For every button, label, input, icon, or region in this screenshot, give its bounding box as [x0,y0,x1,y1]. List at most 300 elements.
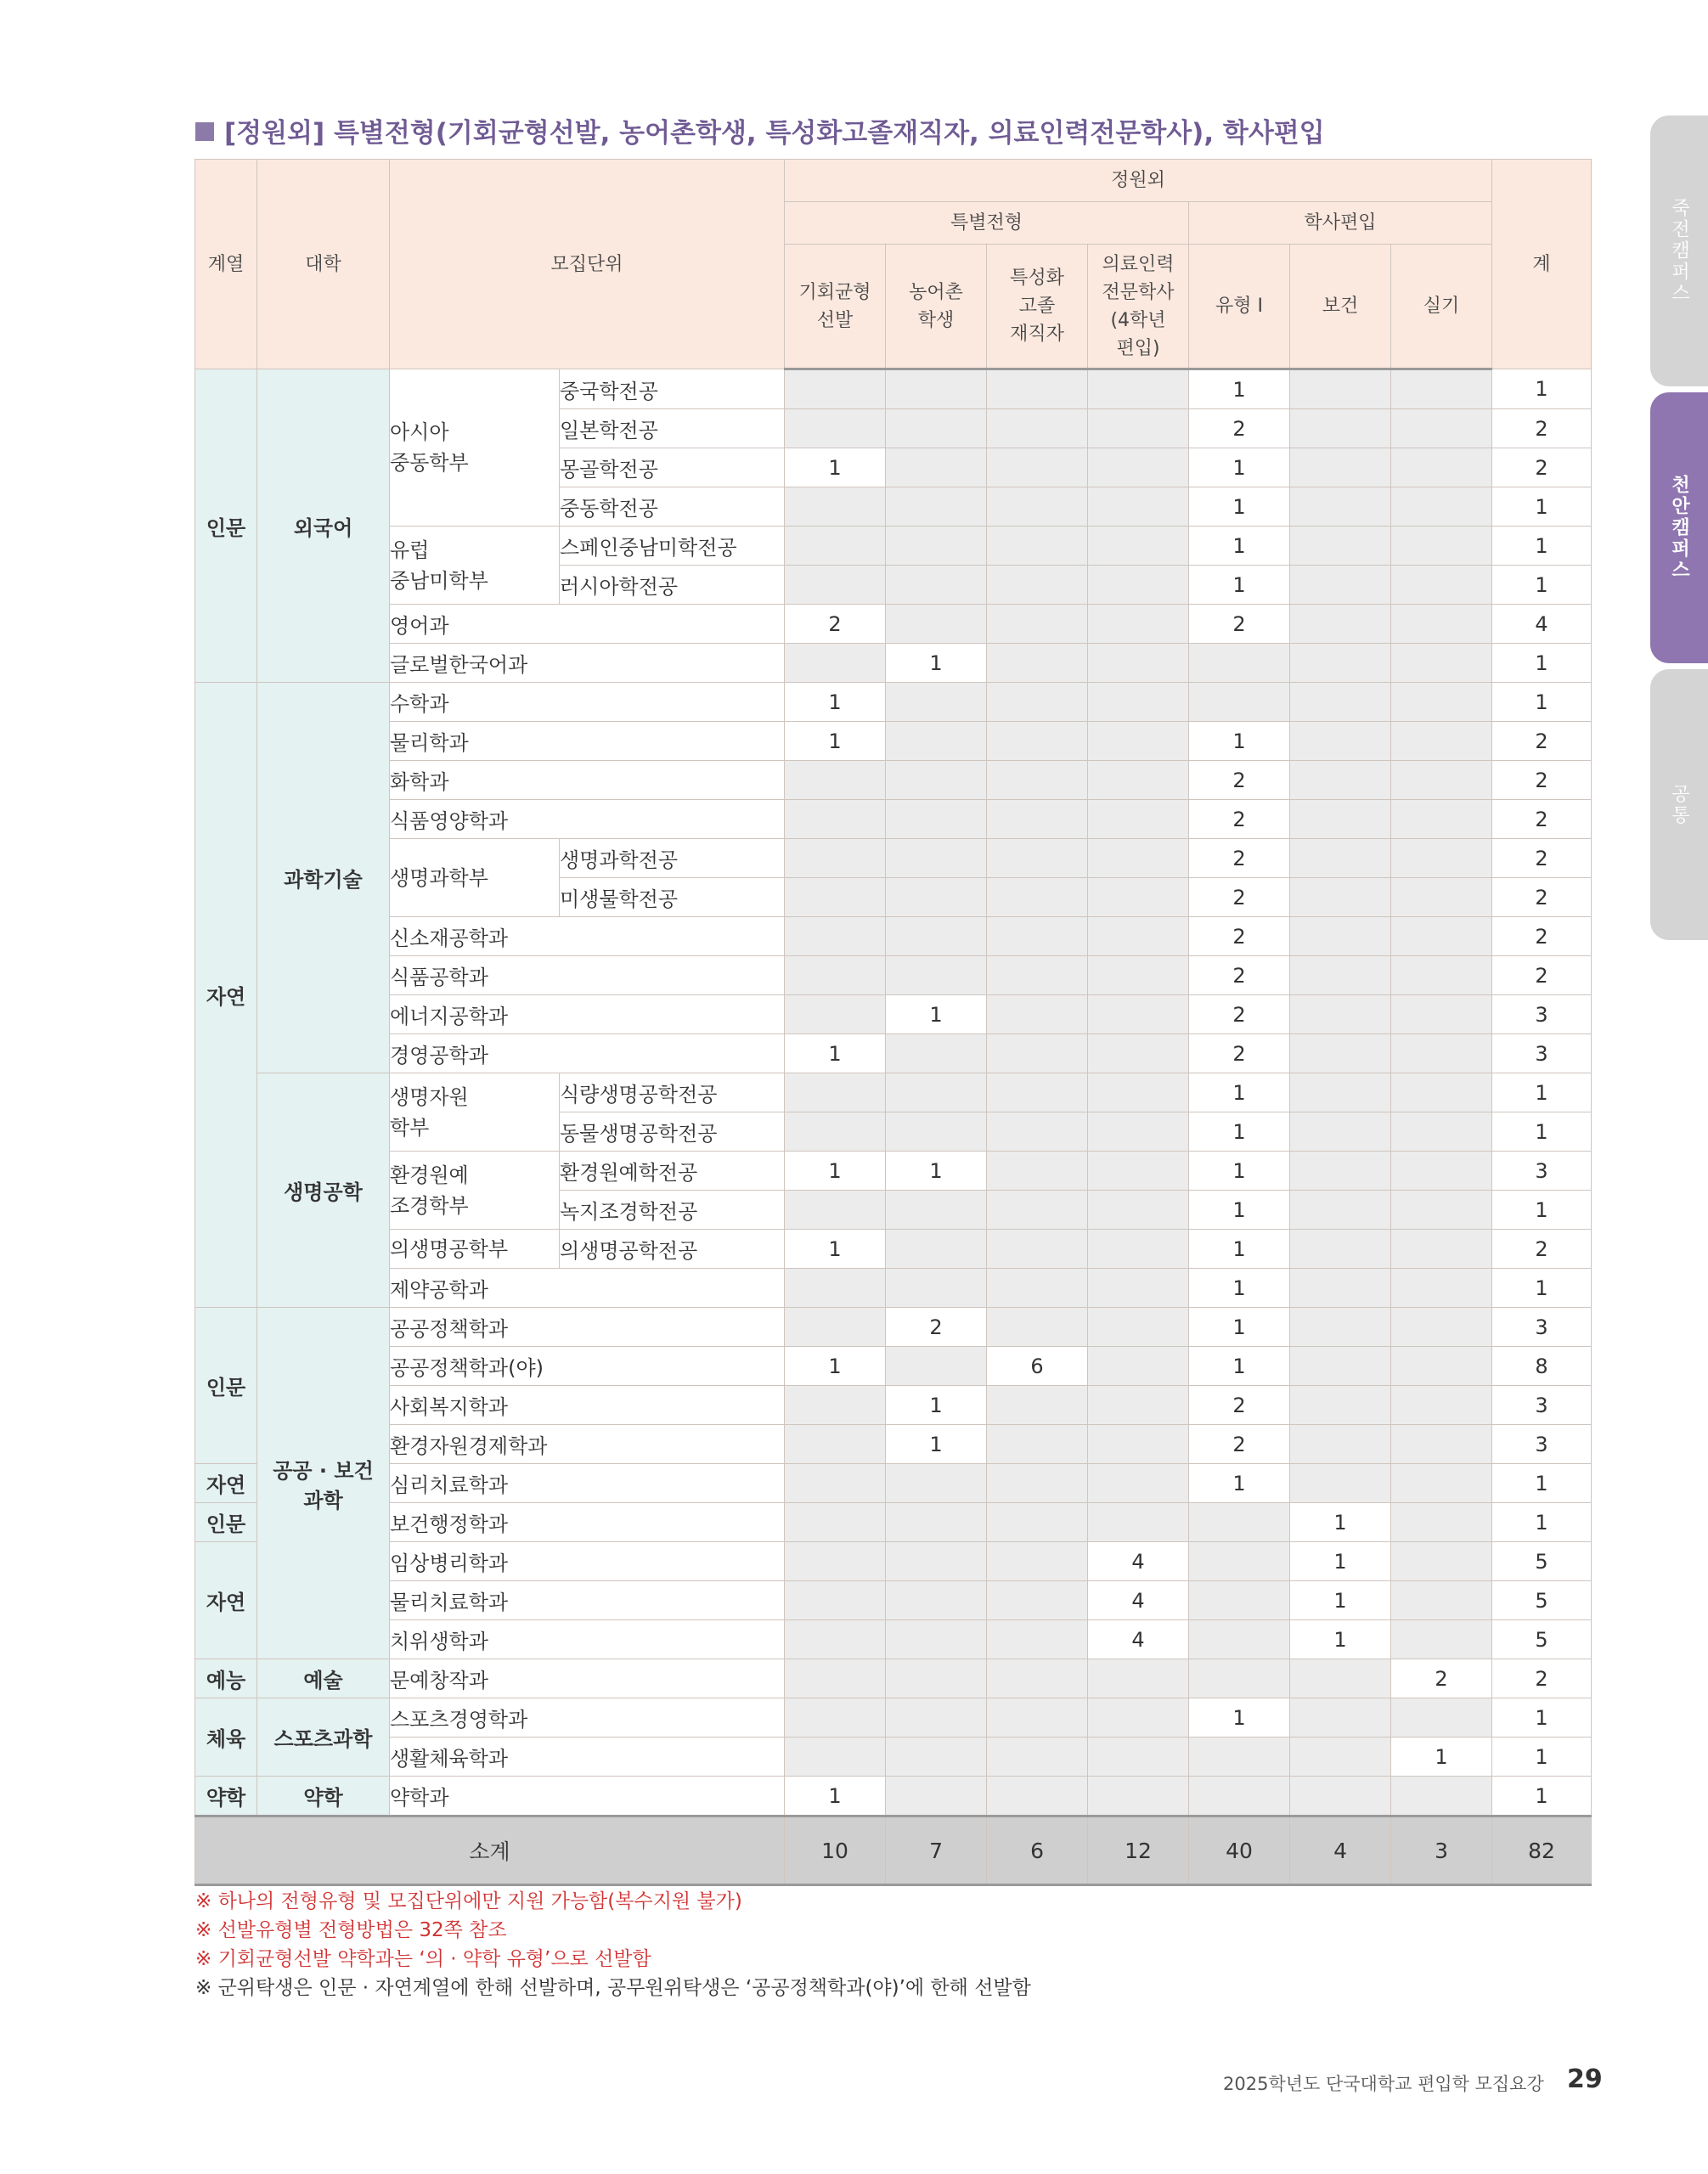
value-cell [1189,1542,1290,1581]
row-total-cell: 8 [1492,1347,1592,1386]
value-cell [1189,644,1290,683]
department-cell: 생명과학부 [390,839,560,917]
table-row [195,800,1592,839]
value-cell [1088,956,1189,995]
value-cell: 1 [1189,1230,1290,1269]
value-cell [886,722,987,761]
value-cell [785,1659,886,1698]
value-cell: 2 [1189,1425,1290,1464]
value-cell [1088,1777,1189,1816]
value-cell: 1 [1189,448,1290,487]
value-cell [1088,800,1189,839]
major-cell: 공공정책학과 [390,1308,785,1347]
value-cell: 2 [1189,605,1290,644]
value-cell [785,1386,886,1425]
value-cell [1290,1464,1391,1503]
value-cell [886,527,987,566]
college-cell: 약학 [257,1777,390,1816]
value-cell [1290,1152,1391,1191]
value-cell [785,644,886,683]
major-cell: 제약공학과 [390,1269,785,1308]
tab-label: 죽전캠퍼스 [1668,198,1690,304]
value-cell: 6 [987,1347,1088,1386]
category-cell: 자연 [195,683,257,1308]
value-cell: 1 [785,683,886,722]
value-cell [886,1034,987,1073]
value-cell [1088,1152,1189,1191]
table-row [195,1542,1592,1581]
value-cell [886,1073,987,1112]
note-1: ※ 하나의 전형유형 및 모집단위에만 지원 가능함(복수지원 불가) [195,1890,742,1912]
header-category: 계열 [195,160,257,369]
row-total-cell: 2 [1492,839,1592,878]
subtotal-label: 소계 [195,1816,785,1885]
value-cell: 1 [1189,1308,1290,1347]
subtotal-value: 12 [1088,1816,1189,1885]
row-total-cell: 2 [1492,761,1592,800]
major-cell: 중동학전공 [560,487,785,527]
value-cell [1088,683,1189,722]
major-cell: 의생명공학전공 [560,1230,785,1269]
header-transfer: 학사편입 [1189,202,1492,245]
note-2: ※ 선발유형별 전형방법은 32쪽 참조 [195,1919,507,1941]
row-total-cell: 5 [1492,1542,1592,1581]
department-cell: 아시아 중동학부 [390,369,560,527]
value-cell [1290,839,1391,878]
value-cell [1088,448,1189,487]
value-cell [886,566,987,605]
value-cell [1290,448,1391,487]
value-cell: 2 [1189,995,1290,1034]
value-cell [1391,487,1492,527]
value-cell [987,1112,1088,1152]
value-cell [1391,1034,1492,1073]
value-cell [987,1542,1088,1581]
value-cell: 1 [1189,1347,1290,1386]
value-cell [1088,1308,1189,1347]
note-4: ※ 군위탁생은 인문 · 자연계열에 한해 선발하며, 공무원위탁생은 ‘공공정책학과(야)’에 한해 선발함 [195,1977,1031,1999]
value-cell [1189,1659,1290,1698]
subtotal-value: 4 [1290,1816,1391,1885]
value-cell [1088,722,1189,761]
value-cell [1088,1034,1189,1073]
value-cell [886,1191,987,1230]
value-cell [785,566,886,605]
value-cell: 2 [785,605,886,644]
college-cell: 스포츠과학 [257,1698,390,1777]
value-cell [987,1738,1088,1777]
value-cell [987,683,1088,722]
value-cell [987,761,1088,800]
value-cell [785,1073,886,1112]
major-cell: 치위생학과 [390,1620,785,1659]
row-total-cell: 2 [1492,800,1592,839]
value-cell [987,1152,1088,1191]
college-cell: 외국어 [257,369,390,683]
row-total-cell: 1 [1492,1073,1592,1112]
major-cell: 스포츠경영학과 [390,1698,785,1738]
table-row [195,722,1592,761]
value-cell: 1 [1189,1112,1290,1152]
major-cell: 식량생명공학전공 [560,1073,785,1112]
major-cell: 일본학전공 [560,409,785,448]
table-row [195,956,1592,995]
value-cell [785,1698,886,1738]
header-college: 대학 [257,160,390,369]
value-cell [1290,1269,1391,1308]
table-row [195,605,1592,644]
major-cell: 에너지공학과 [390,995,785,1034]
header-col-5: 보건 [1290,245,1391,369]
value-cell [1391,1542,1492,1581]
value-cell: 1 [785,722,886,761]
row-total-cell: 1 [1492,369,1592,409]
value-cell [1189,1620,1290,1659]
value-cell [1290,1191,1391,1230]
value-cell [1391,683,1492,722]
row-total-cell: 5 [1492,1581,1592,1620]
row-total-cell: 3 [1492,1425,1592,1464]
subtotal-row [195,1816,1592,1885]
college-cell: 공공 · 보건 과학 [257,1308,390,1659]
college-cell: 예술 [257,1659,390,1698]
value-cell [1088,566,1189,605]
value-cell [886,1269,987,1308]
table-row [195,683,1592,722]
value-cell [886,839,987,878]
row-total-cell: 1 [1492,1269,1592,1308]
value-cell [886,1738,987,1777]
value-cell: 1 [1189,1698,1290,1738]
value-cell: 1 [1189,527,1290,566]
value-cell [987,839,1088,878]
value-cell [886,761,987,800]
header-unit: 모집단위 [390,160,785,369]
value-cell [886,683,987,722]
value-cell [987,1191,1088,1230]
category-cell: 인문 [195,1308,257,1464]
row-total-cell: 1 [1492,683,1592,722]
header-col-6: 실기 [1391,245,1492,369]
value-cell [1391,1620,1492,1659]
subtotal-value: 6 [987,1816,1088,1885]
value-cell: 2 [1189,956,1290,995]
value-cell [1088,1738,1189,1777]
tab-cheonan-campus[interactable] [1650,392,1708,663]
value-cell [987,1777,1088,1816]
value-cell: 2 [1189,800,1290,839]
value-cell [1088,1230,1189,1269]
major-cell: 신소재공학과 [390,917,785,956]
value-cell: 4 [1088,1542,1189,1581]
table-row [195,995,1592,1034]
value-cell: 1 [785,1230,886,1269]
header-special: 특별전형 [785,202,1189,245]
subtotal-value: 10 [785,1816,886,1885]
major-cell: 러시아학전공 [560,566,785,605]
value-cell [886,1464,987,1503]
value-cell [886,1698,987,1738]
value-cell [1290,722,1391,761]
value-cell [1391,1230,1492,1269]
table-row [195,1581,1592,1620]
value-cell [1391,722,1492,761]
value-cell [785,800,886,839]
subtotal-value: 3 [1391,1816,1492,1885]
note-3: ※ 기회균형선발 약학과는 ‘의 · 약학 유형’으로 선발함 [195,1948,651,1970]
table-row [195,369,1592,409]
major-cell: 물리학과 [390,722,785,761]
value-cell [1391,1112,1492,1152]
value-cell [1391,878,1492,917]
value-cell [1290,1738,1391,1777]
value-cell: 1 [1189,1191,1290,1230]
value-cell [1290,1034,1391,1073]
value-cell [987,722,1088,761]
value-cell [1290,1347,1391,1386]
value-cell [1391,1308,1492,1347]
value-cell [886,1542,987,1581]
value-cell [1290,409,1391,448]
value-cell [785,1308,886,1347]
value-cell [886,800,987,839]
value-cell [1088,1191,1189,1230]
row-total-cell: 1 [1492,487,1592,527]
major-cell: 영어과 [390,605,785,644]
value-cell [785,1191,886,1230]
value-cell [987,605,1088,644]
value-cell [1189,1503,1290,1542]
value-cell [785,527,886,566]
tab-label: 천안캠퍼스 [1668,475,1690,581]
row-total-cell: 2 [1492,409,1592,448]
value-cell [886,1581,987,1620]
value-cell [1290,1777,1391,1816]
value-cell [1391,369,1492,409]
value-cell [1391,448,1492,487]
value-cell: 2 [886,1308,987,1347]
value-cell [785,1620,886,1659]
value-cell [1290,917,1391,956]
tab-jukjeon-campus[interactable] [1650,115,1708,386]
value-cell [1391,1347,1492,1386]
table-row [195,917,1592,956]
value-cell [886,487,987,527]
header-col-2: 특성화 고졸 재직자 [987,245,1088,369]
category-cell: 자연 [195,1464,257,1503]
college-cell: 생명공학 [257,1073,390,1308]
value-cell [1088,1503,1189,1542]
value-cell [785,1581,886,1620]
major-cell: 경영공학과 [390,1034,785,1073]
value-cell [785,1738,886,1777]
row-total-cell: 2 [1492,722,1592,761]
value-cell [1290,683,1391,722]
major-cell: 미생물학전공 [560,878,785,917]
value-cell [1290,527,1391,566]
value-cell [886,605,987,644]
major-cell: 환경원예학전공 [560,1152,785,1191]
value-cell [886,917,987,956]
value-cell [1088,1464,1189,1503]
value-cell [1391,1581,1492,1620]
value-cell [987,1425,1088,1464]
value-cell [987,369,1088,409]
table-row [195,1034,1592,1073]
value-cell [1189,683,1290,722]
value-cell [1391,917,1492,956]
major-cell: 화학과 [390,761,785,800]
row-total-cell: 2 [1492,917,1592,956]
value-cell: 2 [1189,917,1290,956]
value-cell [1290,761,1391,800]
value-cell [1290,1425,1391,1464]
table-row [195,1777,1592,1816]
value-cell [886,1347,987,1386]
header-col-0: 기회균형 선발 [785,245,886,369]
department-cell: 생명자원 학부 [390,1073,560,1152]
value-cell [1088,1386,1189,1425]
table-row [195,1269,1592,1308]
value-cell [1088,1698,1189,1738]
tab-common[interactable] [1650,669,1708,940]
value-cell: 1 [1189,1464,1290,1503]
table-row [195,527,1592,566]
value-cell [886,1620,987,1659]
row-total-cell: 1 [1492,1777,1592,1816]
value-cell: 2 [1189,761,1290,800]
value-cell [886,1230,987,1269]
value-cell [987,1034,1088,1073]
table-row [195,839,1592,878]
value-cell: 1 [1189,1073,1290,1112]
major-cell: 심리치료학과 [390,1464,785,1503]
table-row [195,1308,1592,1347]
department-cell: 유럽 중남미학부 [390,527,560,605]
value-cell [1088,917,1189,956]
footer-text: 2025학년도 단국대학교 편입학 모집요강 [1223,2074,1544,2094]
table-row [195,1464,1592,1503]
value-cell [785,839,886,878]
value-cell [1290,566,1391,605]
value-cell [987,1581,1088,1620]
category-cell: 인문 [195,369,257,683]
page-title-text: [정원외] 특별전형(기회균형선발, 농어촌학생, 특성화고졸재직자, 의료인력전문학사), 학사편입 [224,118,1325,149]
value-cell [987,1073,1088,1112]
value-cell [1391,527,1492,566]
value-cell [987,995,1088,1034]
value-cell [1088,995,1189,1034]
row-total-cell: 1 [1492,1112,1592,1152]
major-cell: 식품공학과 [390,956,785,995]
value-cell: 2 [1189,1034,1290,1073]
value-cell [886,1503,987,1542]
table-row [195,1620,1592,1659]
value-cell [987,917,1088,956]
value-cell [1088,1269,1189,1308]
value-cell: 2 [1189,1386,1290,1425]
value-cell [1391,956,1492,995]
value-cell: 2 [1189,878,1290,917]
major-cell: 식품영양학과 [390,800,785,839]
row-total-cell: 1 [1492,1464,1592,1503]
value-cell [785,409,886,448]
value-cell: 1 [886,1386,987,1425]
value-cell [1391,644,1492,683]
value-cell [1391,1269,1492,1308]
major-cell: 중국학전공 [560,369,785,409]
value-cell [1088,487,1189,527]
value-cell: 1 [886,995,987,1034]
value-cell [886,878,987,917]
value-cell [785,1269,886,1308]
value-cell [1088,605,1189,644]
value-cell [1290,800,1391,839]
value-cell [987,1659,1088,1698]
value-cell [785,1425,886,1464]
value-cell [785,1464,886,1503]
value-cell [785,956,886,995]
table-row [195,644,1592,683]
value-cell [1088,369,1189,409]
category-cell: 예능 [195,1659,257,1698]
table-row [195,1698,1592,1738]
table-row [195,1347,1592,1386]
value-cell: 1 [1391,1738,1492,1777]
row-total-cell: 2 [1492,878,1592,917]
major-cell: 보건행정학과 [390,1503,785,1542]
value-cell [1391,839,1492,878]
category-cell: 체육 [195,1698,257,1777]
value-cell [785,1503,886,1542]
value-cell: 1 [886,1425,987,1464]
value-cell: 1 [785,1347,886,1386]
subtotal-value: 40 [1189,1816,1290,1885]
table-row [195,1738,1592,1777]
department-cell: 환경원예 조경학부 [390,1152,560,1230]
major-cell: 문예창작과 [390,1659,785,1698]
value-cell [987,1308,1088,1347]
row-total-cell: 3 [1492,995,1592,1034]
header-col-4: 유형 I [1189,245,1290,369]
value-cell: 1 [1290,1581,1391,1620]
value-cell [987,644,1088,683]
value-cell [1290,1073,1391,1112]
table-row [195,1659,1592,1698]
page-number: 29 [1567,2064,1603,2094]
value-cell [886,369,987,409]
row-total-cell: 1 [1492,1503,1592,1542]
value-cell [1391,1464,1492,1503]
value-cell: 1 [1189,369,1290,409]
major-cell: 스페인중남미학전공 [560,527,785,566]
value-cell: 1 [1290,1542,1391,1581]
value-cell [1391,1503,1492,1542]
value-cell [987,1386,1088,1425]
value-cell [987,878,1088,917]
value-cell: 1 [1290,1503,1391,1542]
value-cell [1391,1152,1492,1191]
value-cell [1391,1073,1492,1112]
value-cell [1088,878,1189,917]
value-cell: 1 [1290,1620,1391,1659]
row-total-cell: 3 [1492,1308,1592,1347]
category-cell: 자연 [195,1542,257,1659]
page-title [195,111,1325,149]
major-cell: 글로벌한국어과 [390,644,785,683]
department-cell: 의생명공학부 [390,1230,560,1269]
value-cell [1088,1659,1189,1698]
